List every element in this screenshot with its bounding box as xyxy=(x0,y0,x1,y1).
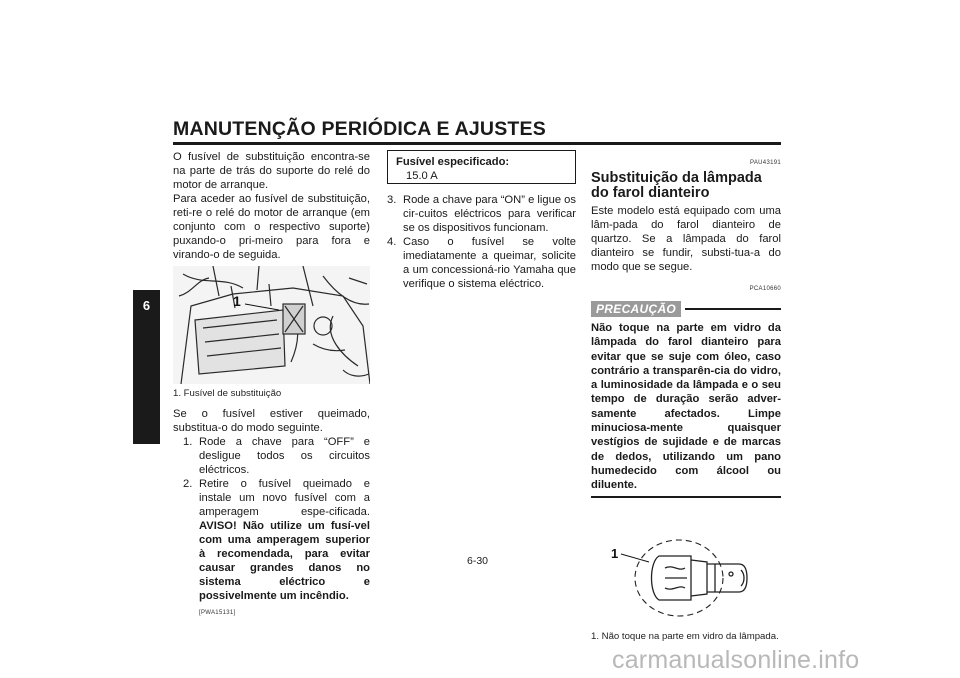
caution-label: PRECAUÇÃO xyxy=(591,301,681,317)
replace-fuse-text: Se o fusível estiver queimado, substitua-o do modo seguinte. xyxy=(173,408,370,434)
column-left xyxy=(173,150,370,620)
spec-value: 15.0 A xyxy=(406,170,438,182)
section-intro: Este modelo está equipado com uma lâm-pada do farol dianteiro de quartzo. Se a lâmpada do farol dianteiro se fundir, substi-tua-a do modo que se segue. xyxy=(591,205,781,273)
chapter-tab xyxy=(133,290,160,444)
column-right xyxy=(591,150,781,644)
figure-callout: 1 xyxy=(611,545,619,561)
reference-code: PAU43191 xyxy=(750,160,781,166)
step-1 xyxy=(173,435,370,477)
step-text: Rode a chave para “OFF” e desligue todos os circuitos eléctricos. xyxy=(199,436,370,476)
page-title: MANUTENÇÃO PERIÓDICA E AJUSTES xyxy=(173,118,546,140)
caution-header xyxy=(591,301,781,317)
step-text: Rode a chave para “ON” e ligue os cir-cuitos eléctricos para verificar se os dispositivos funcionam. xyxy=(403,194,576,234)
reference-code: [PWA15131] xyxy=(199,610,236,616)
figure-callout: 1 xyxy=(233,293,241,309)
spec-box xyxy=(387,150,576,184)
step-3 xyxy=(387,193,576,235)
step-number: 3. xyxy=(387,194,397,206)
warning-text: AVISO! Não utilize um fusí-vel com uma amperagem superior à recomendada, para evitar causar grandes danos no sistema eléctrico e possivelmente um incêndio. xyxy=(199,520,370,602)
caution-end-rule xyxy=(591,496,781,498)
step-text: Retire o fusível queimado e instale um novo fusível com a amperagem espe-cificada. xyxy=(199,478,370,518)
title-rule xyxy=(173,142,781,145)
bulb-illustration xyxy=(591,526,781,626)
caution-text: Não toque na parte em vidro da lâmpada do farol dianteiro para evitar que se suje com óleo, caso contrário a transparên-cia do vidro, a luminosidade da lâmpada e o seu tempo de duração serão adver-samente afectados. Limpe minuciosa-mente quaisquer vestígios de sujidade e de marcas de dedos, utilizando um pano humedecido com álcool ou diluente. xyxy=(591,322,781,492)
page-number: 6-30 xyxy=(467,555,489,567)
step-number: 2. xyxy=(183,478,193,490)
step-2 xyxy=(173,477,370,603)
chapter-number: 6 xyxy=(142,298,151,313)
spare-fuse-photo xyxy=(173,266,370,384)
figure-caption: 1. Fusível de substituição xyxy=(173,388,282,399)
watermark: carmanualsonline.info xyxy=(612,646,860,674)
figure-caption: 1. Não toque na parte em vidro da lâmpada. xyxy=(591,630,779,642)
step-text: Caso o fusível se volte imediatamente a queimar, solicite a um concessioná-rio Yamaha que verifique o sistema eléctrico. xyxy=(403,236,576,290)
spec-label: Fusível especificado: xyxy=(396,156,510,168)
step-4 xyxy=(387,235,576,291)
fuse-access-text: Para aceder ao fusível de substituição, reti-re o relé do motor de arranque (em conjunto com o respectivo suporte) puxando-o pri-meiro para fora e virando-o de seguida. xyxy=(173,193,370,261)
caution-code: PCA10660 xyxy=(749,286,781,292)
step-number: 4. xyxy=(387,236,397,248)
caution-rule xyxy=(685,308,781,310)
section-title: Substituição da lâmpada do farol dianteiro xyxy=(591,170,762,201)
step-number: 1. xyxy=(183,436,193,448)
column-middle xyxy=(387,150,576,291)
fuse-location-text: O fusível de substituição encontra-se na parte de trás do suporte do relé do motor de arranque. xyxy=(173,151,370,191)
